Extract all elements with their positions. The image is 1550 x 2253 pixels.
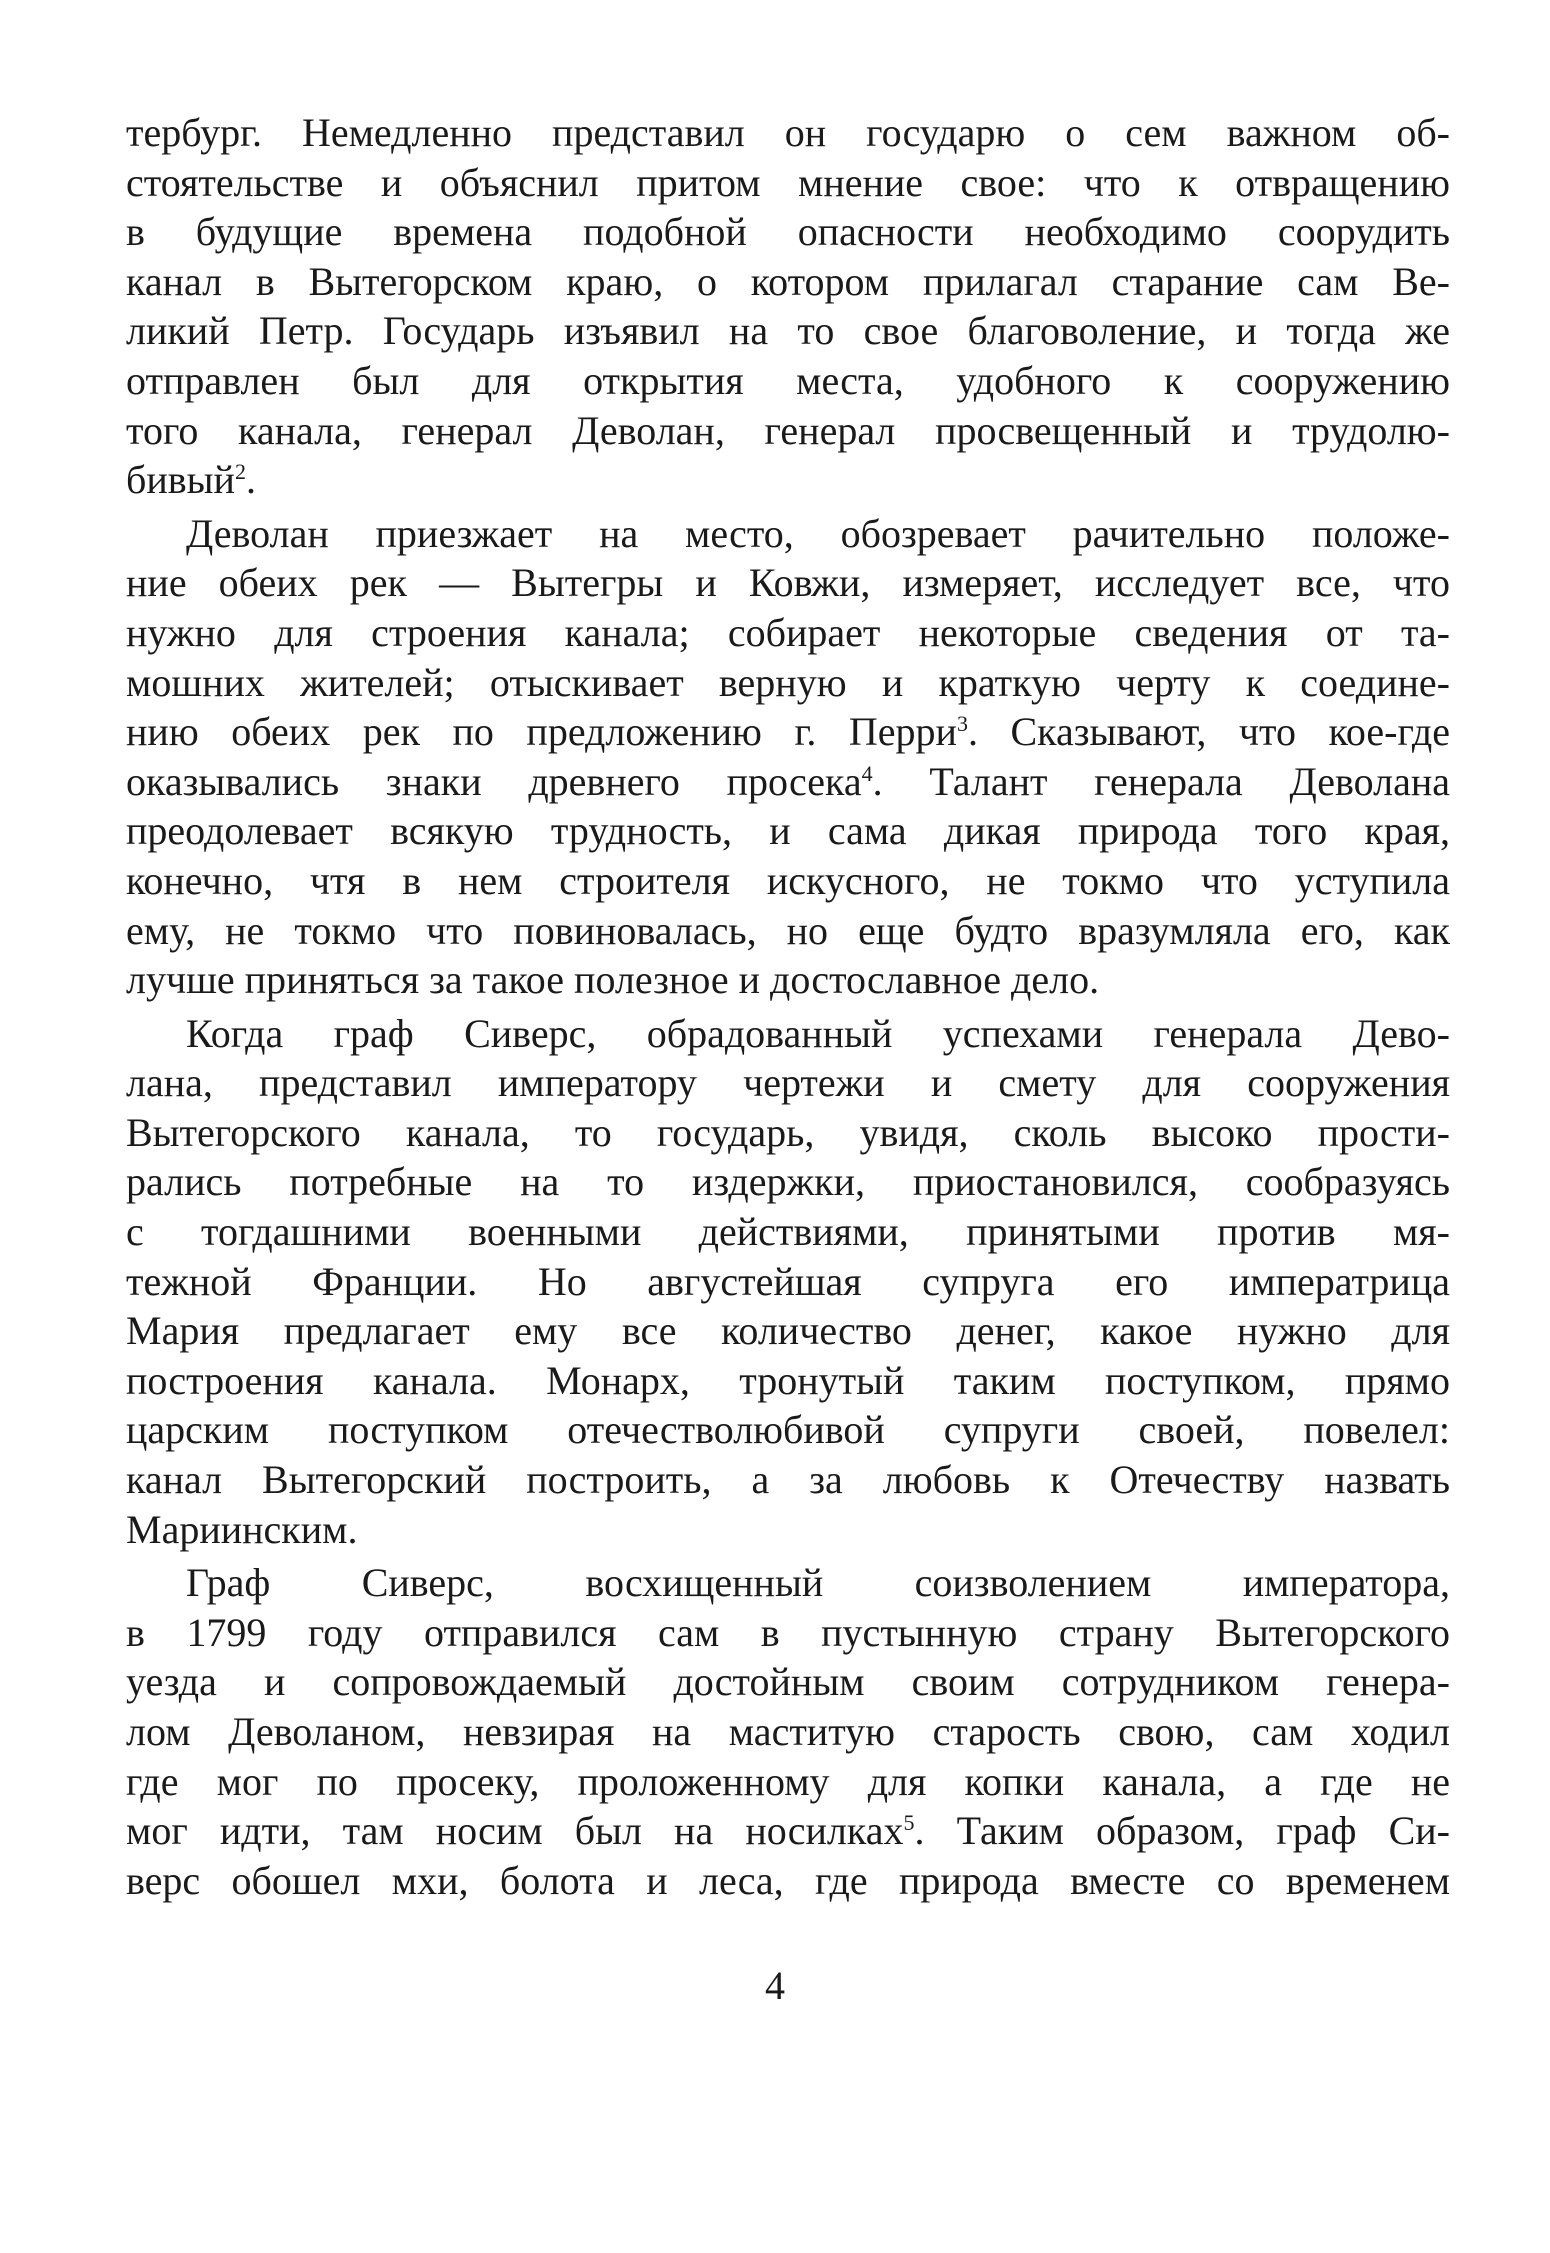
text-line (126, 707, 1450, 757)
footnote-reference[interactable]: 3 (956, 711, 968, 737)
paragraph (126, 1009, 1450, 1555)
text-line (126, 1108, 1450, 1158)
line-text: Вытегорского канала, то государь, увидя, сколь высоко прости- (126, 1109, 1450, 1155)
text-line (126, 1455, 1450, 1505)
line-text: ние обеих рек — Вытегры и Ковжи, измеряет, исследует все, что (126, 560, 1450, 606)
line-text: отправлен был для открытия места, удобного к сооружению (126, 357, 1450, 403)
text-line (126, 955, 1450, 1005)
text-line (126, 1405, 1450, 1455)
text-line (126, 1856, 1450, 1906)
paragraph (126, 509, 1450, 1005)
line-text: канал в Вытегорском краю, о котором прилагал старание сам Ве- (126, 258, 1450, 304)
line-text: в будущие времена подобной опасности необходимо соорудить (126, 209, 1450, 255)
line-text: . Таким образом, граф Си- (914, 1808, 1450, 1854)
line-text: верс обошел мхи, болота и леса, где природа вместе со временем (126, 1857, 1450, 1903)
text-line (126, 306, 1450, 356)
text-line (126, 1157, 1450, 1207)
line-text: лом Деволаном, невзирая на маститую старость свою, сам ходил (126, 1709, 1450, 1754)
line-text: где мог по просеку, проложенному для копки канала, а где не (126, 1758, 1450, 1804)
text-line (126, 1356, 1450, 1406)
line-text: . (245, 457, 256, 503)
line-text: мошних жителей; отыскивает верную и краткую черту к соедине- (126, 659, 1450, 705)
line-text: . Талант генерала Деволана (872, 758, 1450, 804)
line-text: лучше приняться за такое полезное и достославное дело. (126, 957, 1100, 1003)
line-text: нию обеих рек по предложению г. Перри (126, 709, 957, 755)
line-text: в 1799 году отправился сам в пустынную страну Вытегорского (126, 1609, 1450, 1655)
text-line (126, 158, 1450, 208)
line-text: нужно для строения канала; собирает некоторые сведения от та- (126, 609, 1450, 655)
text-line (126, 1306, 1450, 1356)
footnote-reference[interactable]: 5 (903, 1810, 915, 1836)
text-line (126, 1608, 1450, 1658)
paragraph (126, 108, 1450, 505)
line-text: Когда граф Сиверс, обрадованный успехами генерала Дево- (186, 1010, 1450, 1056)
text-line (126, 1505, 1450, 1555)
text-line (126, 257, 1450, 307)
text-line (126, 1207, 1450, 1257)
text-line (126, 1657, 1450, 1707)
text-line (126, 1058, 1450, 1108)
text-line (126, 608, 1450, 658)
line-text: конечно, чтя в нем строителя искусного, не токмо что уступила (126, 857, 1450, 903)
line-text: рались потребные на то издержки, приостановился, сообразуясь (126, 1159, 1450, 1205)
line-text: того канала, генерал Деволан, генерал просвещенный и трудолю- (126, 407, 1450, 453)
text-line (126, 455, 1450, 505)
line-text: построения канала. Монарх, тронутый таким поступком, прямо (126, 1357, 1450, 1403)
paragraph (126, 1558, 1450, 1905)
line-text: лана, представил императору чертежи и смету для сооружения (126, 1060, 1450, 1106)
line-text: ликий Петр. Государь изъявил на то свое благоволение, и тогда же (126, 308, 1450, 354)
line-text: царским поступком отечестволюбивой супруги своей, повелел: (126, 1407, 1450, 1453)
text-line (126, 1009, 1450, 1059)
text-line (126, 906, 1450, 956)
line-text: бивый (126, 457, 235, 503)
text-line (126, 108, 1450, 158)
text-line (126, 1757, 1450, 1807)
text-line (126, 356, 1450, 406)
text-line (126, 757, 1450, 807)
line-text: мог идти, там носим был на носилках (126, 1808, 904, 1854)
text-line (126, 806, 1450, 856)
line-text: оказывались знаки древнего просека (126, 758, 862, 804)
text-line (126, 1707, 1450, 1757)
line-text: канал Вытегорский построить, а за любовь к Отечеству назвать (126, 1457, 1450, 1503)
text-line (126, 406, 1450, 456)
text-line (126, 207, 1450, 257)
text-line (126, 658, 1450, 708)
footnote-reference[interactable]: 2 (234, 459, 246, 485)
text-line (126, 509, 1450, 559)
line-text: Мариинским. (126, 1506, 358, 1552)
text-line (126, 558, 1450, 608)
line-text: тежной Франции. Но августейшая супруга его императрица (126, 1258, 1450, 1304)
footnote-reference[interactable]: 4 (861, 760, 873, 786)
line-text: тербург. Немедленно представил он государю о сем важном об- (126, 110, 1450, 155)
line-text: ему, не токмо что повиновалась, но еще будто вразумляла его, как (126, 907, 1450, 953)
page-body (126, 108, 1450, 1909)
line-text: с тогдашними военными действиями, принятыми против мя- (126, 1209, 1450, 1255)
line-text: стоятельстве и объяснил притом мнение свое: что к отвращению (126, 159, 1450, 205)
line-text: Граф Сиверс, восхищенный соизволением императора, (186, 1560, 1450, 1606)
line-text: Мария предлагает ему все количество денег, какое нужно для (126, 1308, 1450, 1354)
page-number: 4 (765, 1963, 785, 2008)
line-text: преодолевает всякую трудность, и сама дикая природа того края, (126, 808, 1450, 854)
line-text: . Сказывают, что кое-где (967, 709, 1450, 755)
text-line (126, 1558, 1450, 1608)
text-line (126, 1806, 1450, 1856)
text-line (126, 856, 1450, 906)
line-text: Деволан приезжает на место, обозревает рачительно положе- (186, 510, 1450, 556)
line-text: уезда и сопровождаемый достойным своим сотрудником генера- (126, 1659, 1450, 1705)
text-line (126, 1257, 1450, 1307)
